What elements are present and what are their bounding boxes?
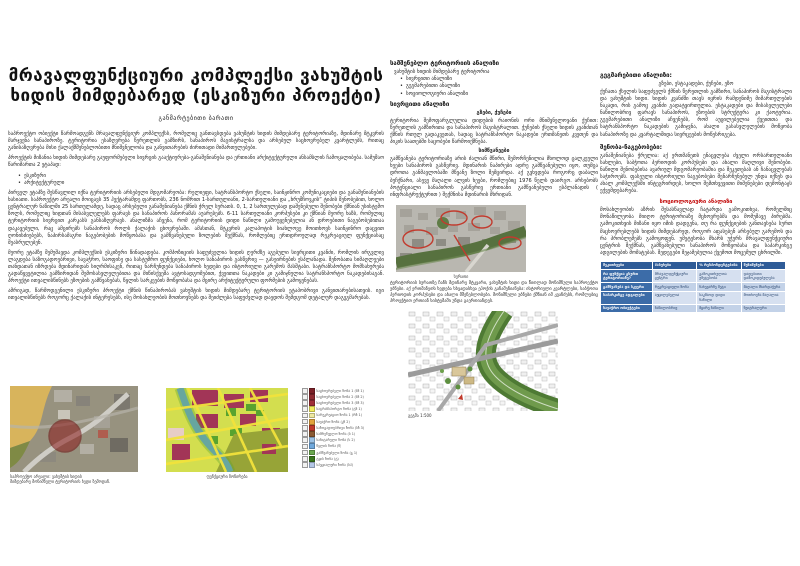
survey-cell-percent: ნახევარზე მეტი: [697, 283, 741, 291]
legend-color-swatch: [309, 443, 315, 449]
survey-cell-note: მაღალი მხარდაჭერა: [741, 283, 785, 291]
master-plan-caption: გეგმა 1:500: [408, 413, 432, 419]
survey-results-table: [600, 261, 786, 313]
legend-checkbox-icon: [302, 419, 308, 425]
left-paragraph-3: პირველ ეტაპზე შესწავლილ იქნა ტერიტორიის არსებული მდგომარეობა: რელიეფი, სატრანსპორტო ქსელი, საინჟინრო კომუნიკაციები და განაშენიანების ხასიათი. საპროექტო არეალი მოიცავს 35 ჰექტარამდე ფართობს, 236 ნომრით 1-სართულიანი, 2-სართულიანი და „ხრუშჩოვკის“ ტიპის შენობებით, ხოლო ცენტრალურ ნაწილში 25 სართულამდე, სადაც არსებული განაშენიანება ქმნის ჭრელ სურათს. 0, 1, 2 სართულებად დაშენებული შენობები ქმნიან უსისტემო ზოლს, რომელიც ხიდთან მისასვლელებს ფარავს და სანაპიროს პანორამას აუარესებს. 6-11 სართულიანი კორპუსები კი ქმნიან მეორე ხაზს, რომელიც ტერიტორიის სივრცით კარკასს განსაზღვრავს. ანალიზმა აჩვენა, რომ ტერიტორიის დიდი ნაწილი გამოუყენებელია ან დროებითი ნაგებობებითაა დაკავებული, რაც ამცირებს სანაპიროს როლს ქალაქის ცხოვრებაში. ამასთან, მტკვრის კალაპოტის სიახლოვე მოითხოვს საინჟინრო დაცვით ღონისძიებებს, ნაპირსამაგრი ნაგებობების მოწყობასა და გამწვანებული ზოლების შექმნას, რომლებიც ერთდროულად რეკრეაციულ ფუნქციასაც შეასრულებენ.: [8, 190, 384, 246]
legend-color-swatch: [309, 437, 315, 443]
left-paragraph-2: პროექტის მიზანია ხიდის მიმდებარე გაუფორმებელი სივრცის გააქტიურება-განაშენიანება და ერთიანი არქიტექტურული ანსამბლის ჩამოყალიბება. სამუშაო წარიმართა 2 ეტაპად:: [8, 155, 384, 169]
master-plan-figure: [408, 311, 598, 418]
survey-col-header-2: პასუხები: [652, 261, 696, 269]
legend-checkbox-icon: [302, 437, 308, 443]
legend-label: სამრეწველო ზონა (ს 1): [316, 432, 356, 436]
planning-paragraph: ქუჩათა ქსელის საფუძველს ქმნის წერეთლის გამზირი, სანაპიროს მაგისტრალი და ვახუშტის ხიდი. ხიდის კვანძში თავს იყრის რამდენიმე მიმართულების ნაკადი, რის გამოც კვანძი გადატვირთულია. ესტაკადები და მისასვლელები ნაწილობრივ ფარავს სანაპიროს, ეზოების სტრუქტურა კი ქაოტურია. გეგმარებითი ანალიზი აჩვენებს, რომ აუცილებელია ქვეითთა და სატრანსპორტო ნაკადების გამიჯვნა, ახალი გასასვლელების მოწყობა სანაპიროზე და კვარტალშიდა სივრცეების მოწესრიგება.: [600, 89, 792, 138]
survey-cell-note: მოთხოვნა მაღალია: [741, 291, 785, 304]
zoning-map-image: [166, 388, 288, 472]
legend-label: სპეციალური ზონა (სპ): [316, 462, 353, 467]
analysis-header: სამშენებლო ტერიტორიის ანალიზი: [390, 60, 500, 67]
left-bullet-list: [18, 173, 384, 188]
legend-color-swatch: [309, 413, 315, 419]
survey-table-row: [601, 283, 786, 291]
legend-checkbox-icon: [302, 388, 308, 394]
aerial-photo-caption: საპროექტო არეალი: ვახუშტის ხიდის მიმდებარე მონიშნული ტერიტორიის ხედი ზემოდან.: [10, 474, 111, 485]
legend-color-swatch: [309, 394, 315, 400]
legend-label: საზოგადოებრივი ზონა (სზ 3): [316, 425, 365, 430]
roads-paragraph: ტერიტორია შემოფარგლულია დიდუბის რაიონის ორი მნიშვნელოვანი ქუჩით: წერეთლის გამზირითა და სანაპიროს მაგისტრალით. ქუჩების ქსელი ხიდის კვანძთან ქმნის რთულ გადაკვეთას, სადაც სატრანსპორტო ნაკადები ერთმანეთს კვეთენ და პიკის საათებში საცობები წარმოიქმნება.: [390, 117, 598, 146]
aerial-photo-site: [10, 386, 138, 484]
survey-cell-question: სავაჭრო ობიექტები: [601, 304, 653, 312]
survey-col-header-3: % რესპონდენტებისა: [697, 261, 741, 269]
survey-cell-answer: ნაწილობრივ: [652, 304, 696, 312]
buildings-paragraph: განაშენიანება ჭრელია: აქ ერთმანეთს ენაცვლება ძველი ორსართულიანი სახლები, საბჭოთა პერიოდის კორპუსები და ახალი მაღლივი შენობები. ნაწილი შენობებისა ავარიულ მდგომარეობაშია და შეკეთებას ან ჩანაცვლებას საჭიროებს. ფასეული ისტორიული ნაგებობები შენარჩუნებულ უნდა იქნეს და ახალ კომპლექსში ინტეგრირდეს, ხოლო შემთხვევითი მიშენებები დემონტაჟს ექვემდებარება.: [600, 152, 792, 195]
legend-item: [302, 438, 386, 443]
legend-checkbox-icon: [302, 456, 308, 462]
survey-cell-percent: საკმაოდ დიდი ნაწილი: [697, 291, 741, 304]
greenery-paragraph: გამწვანება ტერიტორიაზე არის ძალიან მწირი, შემორჩენილია მხოლოდ ცალკეული ხეები სანაპიროს გასწვრივ. მდინარის ნაპირები ადრე გამწვანებული იყო, თუმცა დროთა განმავლობაში მწვანე ზოლი შემცირდა. აქ გვხვდება როგორც დაბალი ბუჩქნარი, ასევე მაღალი ალვის ხეები, რომლებიც 1976 წელს დაირგო. არსებობს პოტენციალი სანაპიროს გასწვრივ ერთიანი გამწვანებული ესპლანადის ( ინფრასტრუქტურით ) შექმნისა მდინარის მხრიდან.: [390, 156, 598, 198]
legend-color-swatch: [309, 419, 315, 425]
legend-label: სარეკრეაციო ზონა 1 (რზ 1): [316, 413, 363, 418]
legend-checkbox-icon: [302, 462, 308, 468]
survey-col-header-1: შეკითხვები: [601, 261, 653, 269]
legend-item: [302, 407, 386, 412]
aerial-photo-site-image: [10, 386, 138, 472]
page-title: [8, 66, 384, 106]
legend-label: სატრანსპორტო ზონა (ტზ 1): [316, 407, 362, 412]
survey-table-row: [601, 270, 786, 283]
page-title-line1: მრავალფუნქციური კომპლექსი ვახუშტის: [8, 66, 384, 86]
legend-item: [302, 444, 386, 449]
legend-color-swatch: [309, 425, 315, 431]
legend-color-swatch: [309, 400, 315, 406]
survey-cell-question: გამწვანება და სკვერი: [601, 283, 653, 291]
left-paragraph-5: ამრიგად, წარმოდგენილი ესკიზური პროექტი ქმნის წინაპირობას ვახუშტის ხიდის მიმდებარე ტერიტორიის ეტაპობრივი განვითარებისათვის. იგი ითვალისწინებს როგორც ქალაქის ინტერესებს, ისე მოსახლეობის მოთხოვნებს და შეიძლება საფუძვლად დაედოს შემდგომ დეტალურ დაგეგმარებას.: [8, 288, 384, 302]
legend-checkbox-icon: [302, 431, 308, 437]
analysis-intro: ვახუშტის ხიდის მიმდებარე ტერიტორია: [394, 69, 490, 75]
legend-item: [302, 413, 386, 418]
page-subtitle: განმარტებითი ბარათი: [158, 115, 234, 123]
survey-table-header-row: [601, 261, 786, 269]
analysis-bullet-list: [400, 76, 598, 98]
legend-color-swatch: [309, 462, 315, 468]
greenery-subheader: სიმწვანეები: [478, 148, 510, 155]
city-aerial-image: [396, 205, 526, 272]
master-plan-image: [408, 311, 558, 411]
survey-cell-question: საპარკინგე ადგილები: [601, 291, 653, 304]
analysis-bullet-item: • სოციოლოგიური ანალიზი: [400, 91, 598, 98]
survey-cell-answer: აუცილებელია: [652, 291, 696, 304]
zoning-legend: [302, 388, 386, 468]
survey-col-header-4: შენიშვნები: [741, 261, 785, 269]
legend-color-swatch: [309, 450, 315, 456]
legend-checkbox-icon: [302, 444, 308, 450]
legend-label: საცხოვრებელი ზონა 1 (სზ 1): [316, 388, 364, 393]
zoning-map: [166, 388, 288, 479]
survey-cell-question: რა ფუნქცია გსურთ ტერიტორიაზე?: [601, 270, 653, 283]
legend-item: [302, 388, 386, 393]
legend-item: [302, 425, 386, 430]
legend-color-swatch: [309, 406, 315, 412]
legend-item: [302, 462, 386, 467]
left-bullet-item: • არქიტექტურული: [18, 180, 384, 187]
right-column: [600, 72, 792, 313]
planning-analysis-header: გეგმარებითი ანალიზი:: [600, 72, 672, 79]
legend-label: სავაჭრო ზონა (კზ 2): [316, 419, 350, 424]
legend-item: [302, 400, 386, 405]
planning-subheader: გზები, ესტაკადები, ქუჩები, ეზო: [658, 81, 734, 87]
legend-label: წყლის ზონა (წ): [316, 444, 342, 449]
legend-label: სანიტარული ზონა (ს 2): [316, 438, 355, 443]
survey-cell-percent: მცირე ნაწილი: [697, 304, 741, 312]
survey-cell-percent: გამოკითხულთა უმეტესობა: [697, 270, 741, 283]
legend-label: ტყის ზონა (ტ): [316, 456, 339, 461]
city-aerial-caption: სურათი: [453, 273, 469, 279]
legend-checkbox-icon: [302, 400, 308, 406]
page-title-line2: ხიდის მიმდებარედ (ესკიზური პროექტი): [10, 86, 382, 107]
legend-label: გამწვანებული ზონა (გ 1): [316, 450, 358, 455]
legend-checkbox-icon: [302, 413, 308, 419]
survey-cell-note: დადებითი დამოკიდებულება: [741, 270, 785, 283]
analysis-bullet-item: • სივრცითი ანალიზი: [400, 76, 598, 83]
legend-checkbox-icon: [302, 425, 308, 431]
roads-streets-subheader: გზები, ქუჩები: [476, 109, 512, 116]
left-paragraph-1: საპროექტო ობიექტი წარმოადგენს მრავალფუნქციურ კომპლექსს, რომელიც განთავსდება ვახუშტის ხიდის მიმდებარე ტერიტორიაზე, მდინარე მტკვრის მარჯვენა სანაპიროზე. ტერიტორია ესაზღვრება წერეთლის გამზირს, სანაპიროს მაგისტრალსა და არსებულ საცხოვრებელ კვარტლებს, რითაც განისაზღვრება მისი ქალაქმშენებლობითი მნიშვნელობა და განვითარების ძირითადი მიმართულებები.: [8, 131, 384, 152]
legend-item: [302, 456, 386, 461]
zoning-map-caption: ფუნქციური ზონირება: [206, 474, 248, 479]
legend-label: საცხოვრებელი ზონა 3 (სზ 3): [316, 401, 364, 406]
legend-item: [302, 394, 386, 399]
legend-item: [302, 419, 386, 424]
left-paragraph-4: მეორე ეტაპზე შემუშავდა კომპლექსის ესკიზური წინადადება. კომპოზიციის საფუძველია ხიდის ღერძზე აგებული სივრცითი კვანძი, რომლის ირგვლივ ლაგდება საზოგადოებრივი, სავაჭრო, საოფისე და სასტუმრო ფუნქციები, ხოლო სანაპიროს გასწვრივ — გასეირნების ესპლანადა. შენობათა სიმაღლეები თანდათან იზრდება მდინარიდან სიღრმისაკენ, რითაც ნარჩუნდება სანაპიროს ხედები და ისტორიული გარემოს მასშტაბი. სატრანსპორტო მომსახურება გადაწყვეტილია გამზირიდან შემოსასვლელებითა და მიწისქვეშა ავტოსადგომებით, ქვეითთა ნაკადები კი გამიჯნულია სატრანსპორტო ნაკადებისაგან. პროექტი ითვალისწინებს ეზოების გამწვანებას, წყლის სარკეების მოწყობასა და მცირე არქიტექტურული ფორმების გამოყენებას.: [8, 249, 384, 285]
legend-color-swatch: [309, 456, 315, 462]
legend-item: [302, 450, 386, 455]
legend-color-swatch: [309, 388, 315, 394]
left-column: [8, 66, 384, 305]
city-aerial-description: ტერიტორიის სურათზე ჩანს მდინარე მტკვარი, ვახუშტის ხიდი და წითლად მონიშნული საპროექტო უბნები. აქ ერთმანეთს ხვდება სხვადასხვა ეპოქის განაშენიანება: ისტორიული კვარტლები, საბჭოთა პერიოდის კორპუსები და ახალი მშენებლობები. მონიშნული უბნები ქმნიან იმ კვანძებს, რომლებიც პროექტით ერთიან სისტემაში უნდა გაერთიანდეს.: [390, 280, 598, 305]
legend-checkbox-icon: [302, 450, 308, 456]
legend-label: საცხოვრებელი ზონა 2 (სზ 2): [316, 394, 364, 399]
survey-cell-answer: რეკრეაციული ზონა: [652, 283, 696, 291]
legend-checkbox-icon: [302, 406, 308, 412]
left-bullet-item: • ესკიზური: [18, 173, 384, 180]
site-marker-circle: [49, 420, 81, 452]
legend-color-swatch: [309, 431, 315, 437]
sociological-paragraph: მოსახლეობის აზრის შესასწავლად ჩატარდა გამოკითხვა, რომელშიც მონაწილეობა მიიღო ტერიტორიაზე მცხოვრებმა და მომუშავე პირებმა. გამოკითხვის მიზანი იყო იმის დადგენა, თუ რა ფუნქციების განთავსება სურთ მაცხოვრებლებს ხიდის მიმდებარედ, როგორ აფასებენ არსებულ გარემოს და რა პრობლემებს გამოყოფენ. უმეტესობა მხარს უჭერს მრავალფუნქციური ცენტრის შექმნას, გამწვანებული სანაპიროს მოწყობასა და საპარკინგე ადგილების მომატებას. შედეგები შეჯამებულია ქვემოთ მოცემულ ცხრილში.: [600, 207, 792, 256]
legend-item: [302, 431, 386, 436]
buildings-header: შენობა-ნაგებობები:: [600, 143, 663, 151]
analysis-bullet-item: • გეგმარებითი ანალიზი: [400, 83, 598, 90]
survey-table-row: [601, 304, 786, 312]
sociological-analysis-header: სოციოლოგიური ანალიზი: [659, 199, 733, 206]
spatial-analysis-header: სივრცითი ანალიზი: [390, 100, 450, 108]
middle-column: [390, 60, 598, 419]
city-aerial-figure: [396, 205, 598, 279]
legend-checkbox-icon: [302, 394, 308, 400]
survey-table-row: [601, 291, 786, 304]
survey-cell-answer: მრავალფუნქციური ცენტრი: [652, 270, 696, 283]
left-body-text: [8, 131, 384, 302]
survey-cell-note: ნეიტრალური: [741, 304, 785, 312]
